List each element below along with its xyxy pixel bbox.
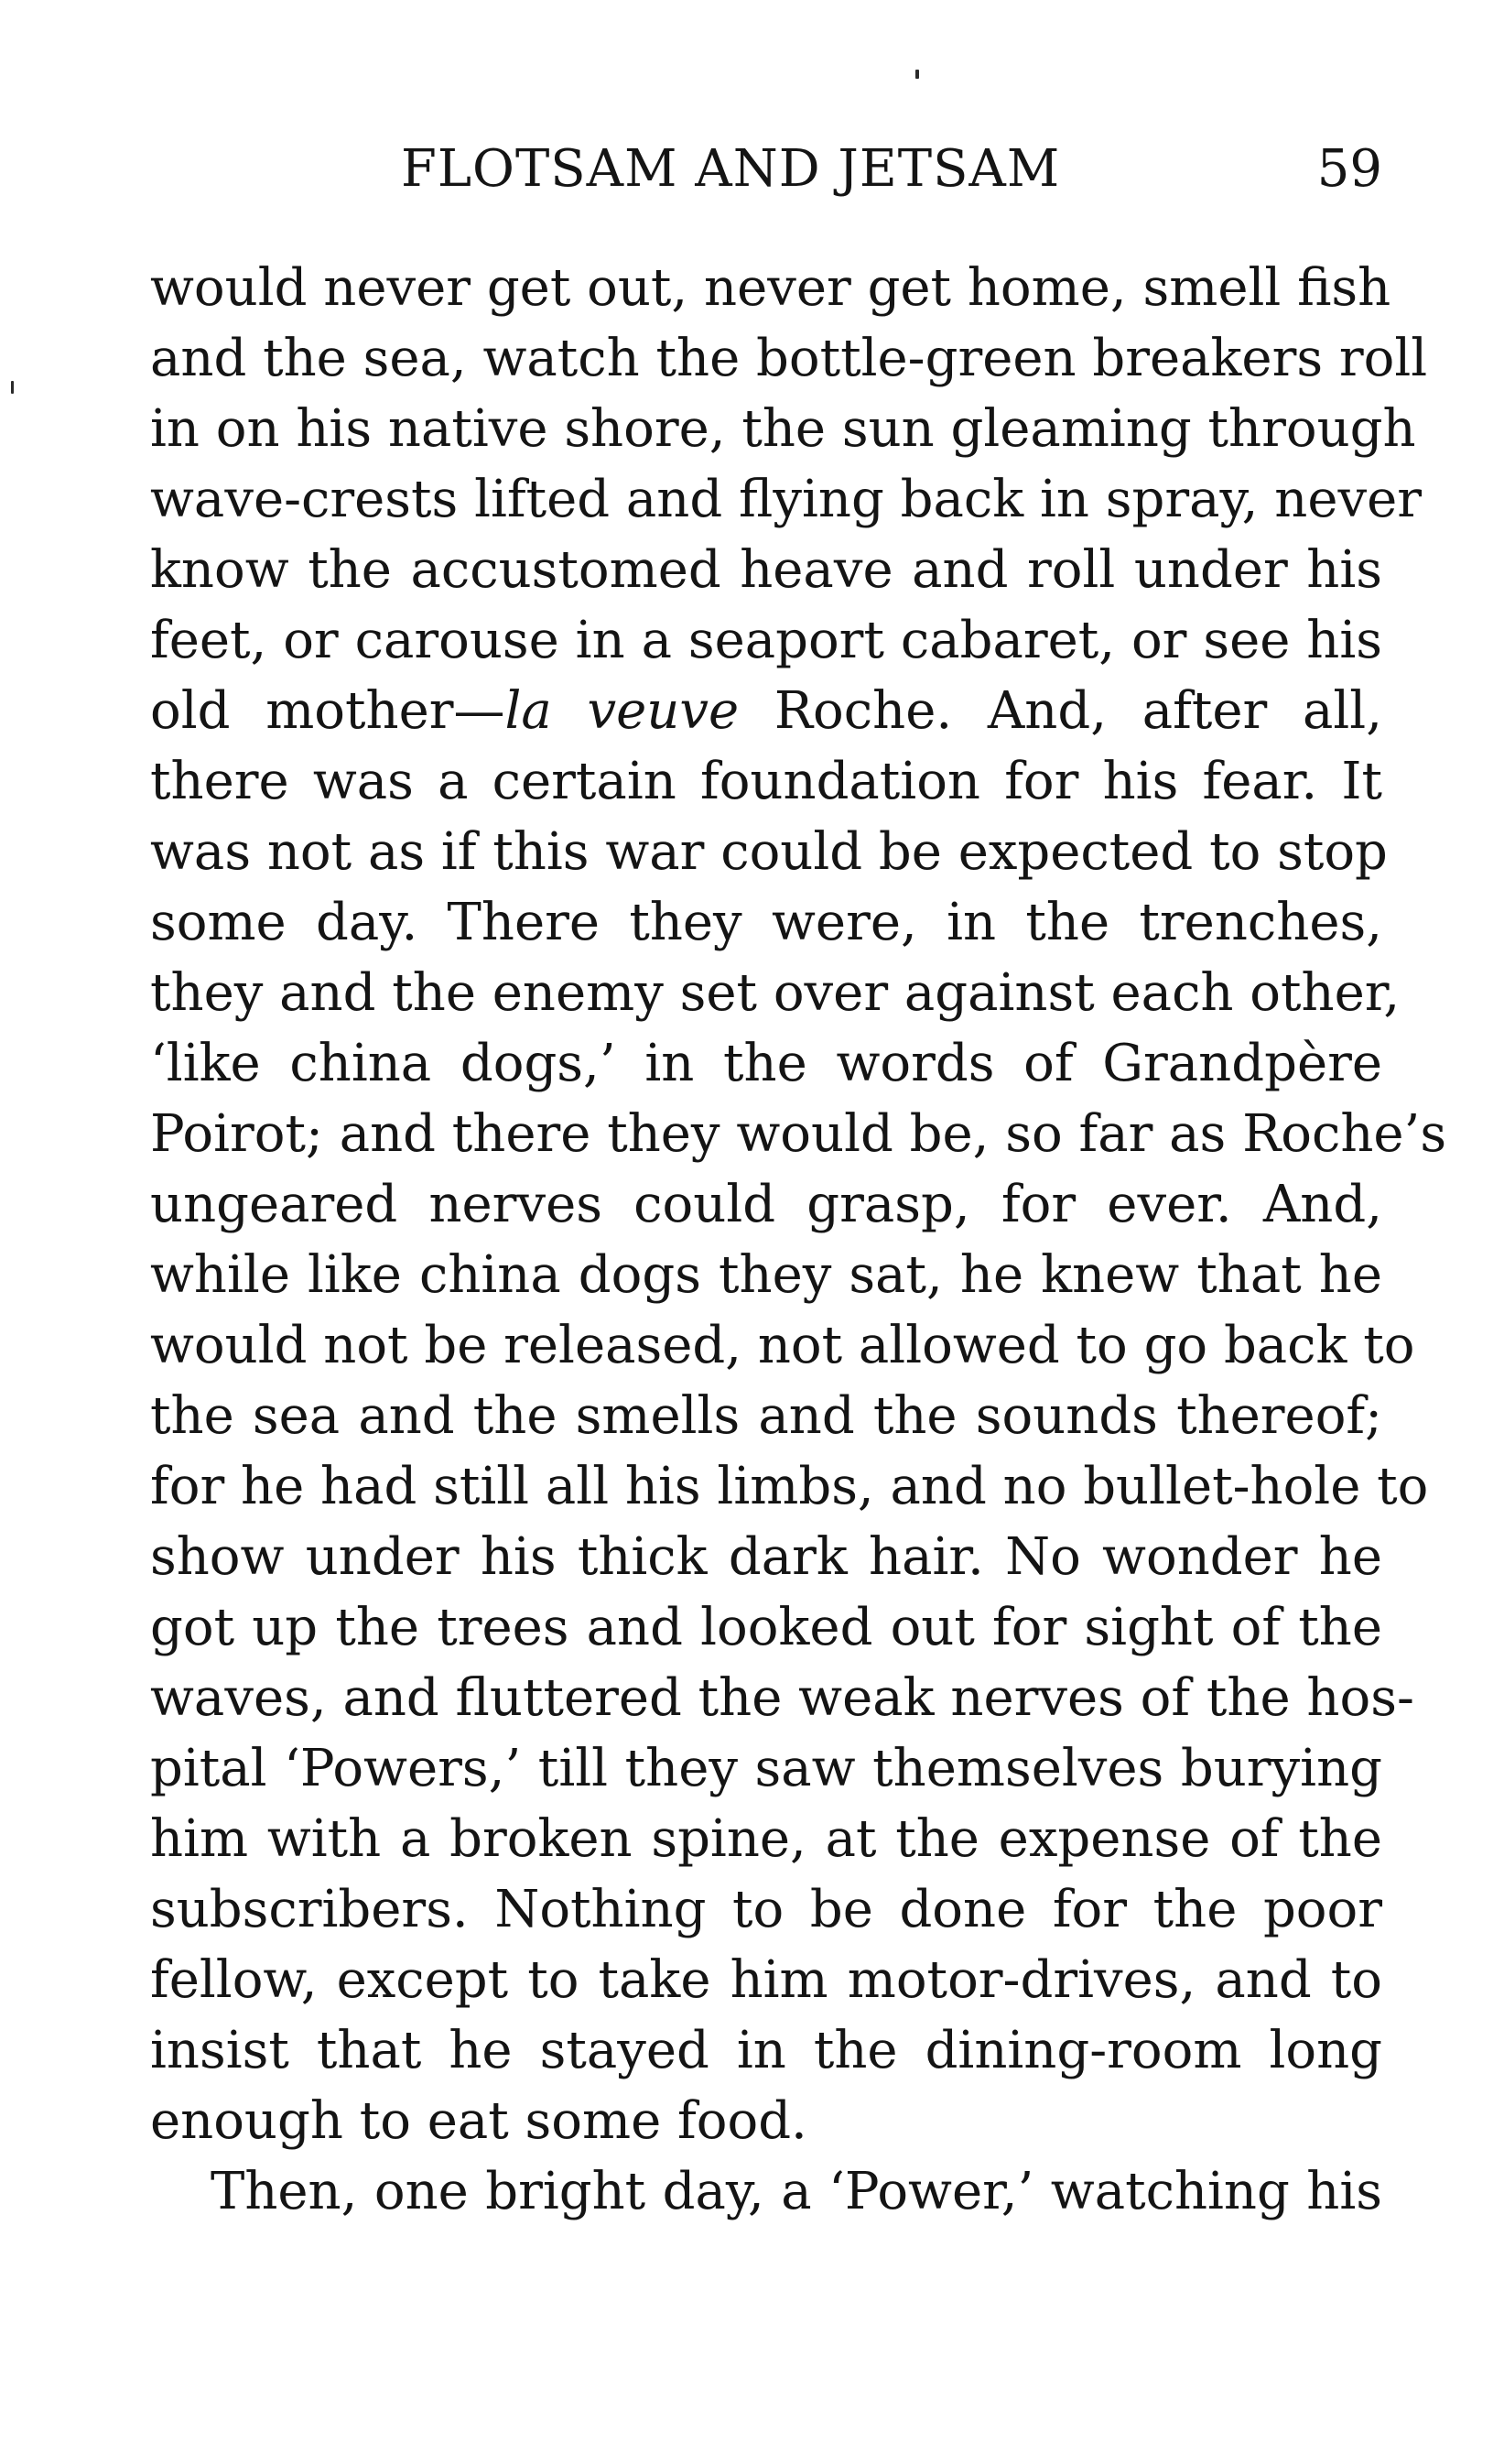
text-line: in on his native shore, the sun gleaming through xyxy=(150,399,1416,459)
text-line: waves, and fluttered the weak nerves of the hos- xyxy=(150,1668,1414,1728)
text-segment: Roche. And, after all, xyxy=(739,681,1382,741)
text-line: fellow, except to take him motor-drives, and to xyxy=(150,1950,1382,2010)
text-line: know the accustomed heave and roll under his xyxy=(150,540,1382,600)
page-number: 59 xyxy=(1316,139,1382,199)
text-line: some day. There they were, in the trenches, xyxy=(150,893,1382,952)
italic-phrase: la veuve xyxy=(504,681,740,741)
text-line: feet, or carouse in a seaport cabaret, or see his xyxy=(150,611,1382,670)
text-line: wave-crests lifted and flying back in spray, never xyxy=(150,470,1423,529)
text-segment: old mother— xyxy=(150,681,505,741)
text-line: while like china dogs they sat, he knew that he xyxy=(150,1245,1382,1305)
text-line: the sea and the smells and the sounds thereof; xyxy=(150,1386,1382,1446)
text-line: him with a broken spine, at the expense of the xyxy=(150,1809,1382,1869)
body-text xyxy=(150,253,1447,2227)
text-line: ungeared nerves could grasp, for ever. And, xyxy=(150,1175,1382,1234)
text-line xyxy=(150,676,1382,746)
text-line: ‘like china dogs,’ in the words of Grandpère xyxy=(150,1034,1382,1093)
running-title: FLOTSAM AND JETSAM xyxy=(401,139,1061,199)
text-line: got up the trees and looked out for sight of the xyxy=(150,1598,1382,1657)
text-line: Poirot; and there they would be, so far as Roche’s xyxy=(150,1104,1447,1164)
print-speck xyxy=(915,70,919,79)
text-line: and the sea, watch the bottle-green breakers roll xyxy=(150,329,1428,388)
text-line: enough to eat some food. xyxy=(150,2091,807,2151)
text-line: there was a certain foundation for his fear. It xyxy=(150,752,1382,811)
text-line: would not be released, not allowed to go back to xyxy=(150,1316,1415,1375)
text-line: they and the enemy set over against each other, xyxy=(150,963,1401,1023)
text-line: show under his thick dark hair. No wonder he xyxy=(150,1527,1382,1587)
text-line: insist that he stayed in the dining-room long xyxy=(150,2021,1382,2080)
text-line: subscribers. Nothing to be done for the poor xyxy=(150,1880,1382,1939)
text-line: would never get out, never get home, smell fish xyxy=(150,258,1391,318)
text-line: was not as if this war could be expected to stop xyxy=(150,822,1388,882)
text-line: pital ‘Powers,’ till they saw themselves burying xyxy=(150,1739,1382,1798)
print-speck xyxy=(11,381,14,394)
page-header xyxy=(146,139,1382,200)
text-line: for he had still all his limbs, and no bullet-hole to xyxy=(150,1457,1429,1516)
text-line: Then, one bright day, a ‘Power,’ watching his xyxy=(211,2162,1382,2221)
